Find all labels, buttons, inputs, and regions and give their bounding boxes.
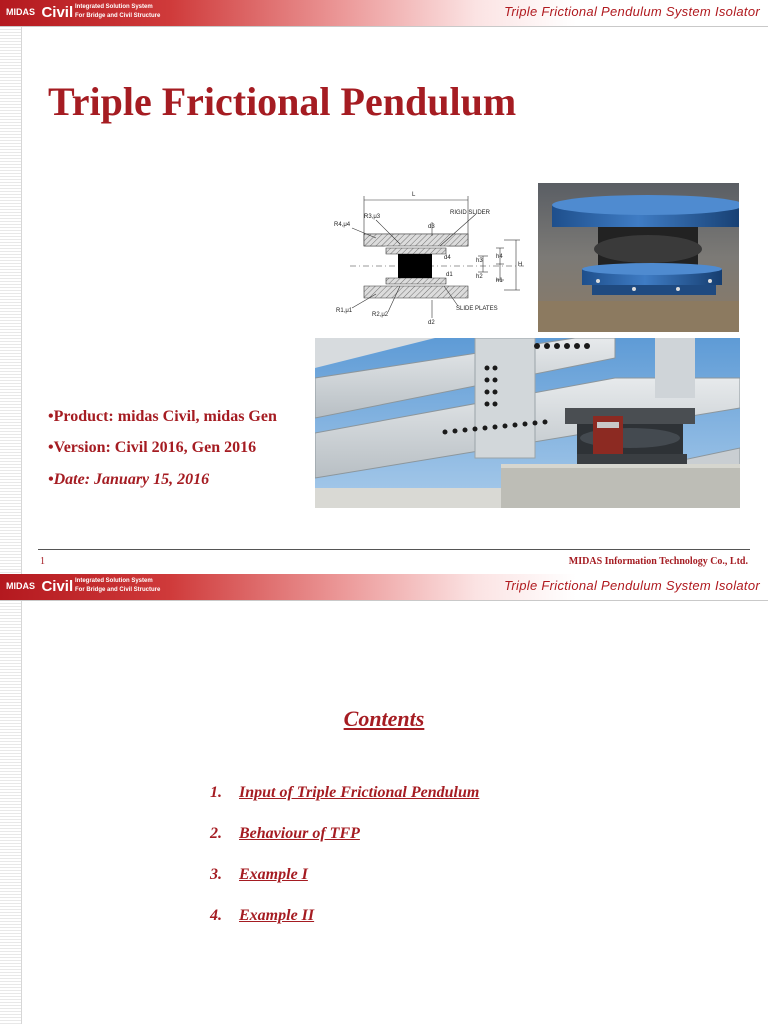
left-decorative-bar	[0, 27, 22, 574]
contents-item	[210, 825, 479, 866]
contents-title: Contents	[343, 706, 425, 731]
company-name: MIDAS Information Technology Co., Ltd.	[568, 556, 748, 567]
slide-plates-label: SLIDE PLATES	[456, 306, 498, 312]
rigid-slider-label: RIGID SLIDER	[450, 210, 491, 216]
d3-label: d3	[428, 224, 435, 230]
contents-item	[210, 784, 479, 825]
contents-item	[210, 866, 479, 907]
midas-civil-logo	[6, 578, 73, 596]
header-divider	[0, 600, 768, 601]
contents-link-example-1[interactable]: Example I	[239, 866, 308, 883]
r4-label: R4,μ4	[334, 222, 351, 228]
logo-civil-text: Civil	[41, 578, 74, 595]
midas-civil-logo	[6, 4, 73, 22]
version-line: •Version: Civil 2016, Gen 2016	[48, 439, 257, 456]
contents-link-behaviour-tfp[interactable]: Behaviour of TFP	[239, 825, 360, 842]
d1-label: d1	[446, 272, 453, 278]
tagline-line-1: Integrated Solution System	[75, 4, 153, 10]
contents-item-number: 1.	[210, 784, 222, 801]
logo-civil-text: Civil	[41, 4, 74, 21]
contents-list	[210, 784, 479, 948]
logo-midas-text: MIDAS	[6, 7, 35, 17]
h2-label: h2	[476, 274, 483, 280]
rigid-slider-core	[398, 254, 432, 278]
logo-tagline	[75, 3, 160, 21]
tagline-line-1: Integrated Solution System	[75, 578, 153, 584]
slide-title: Triple Frictional Pendulum	[48, 79, 517, 124]
h4-label: h4	[496, 254, 503, 260]
d4-label: d4	[444, 255, 451, 261]
contents-item	[210, 907, 479, 948]
h1-label: h1	[496, 278, 503, 284]
tfp-section-diagram	[328, 186, 528, 331]
page-number: 1	[40, 556, 45, 567]
H-label: H	[518, 262, 523, 268]
r2-label: R2,μ2	[372, 312, 389, 318]
isolator-photo	[538, 183, 739, 332]
dim-L-label: L	[412, 192, 416, 198]
contents-item-number: 3.	[210, 866, 222, 883]
contents-link-input-tfp[interactable]: Input of Triple Frictional Pendulum	[239, 784, 480, 801]
header-divider	[0, 26, 768, 27]
bridge-bearing-photo	[315, 338, 740, 508]
tagline-line-2: For Bridge and Civil Structure	[75, 587, 161, 593]
logo-midas-text: MIDAS	[6, 581, 35, 591]
left-decorative-bar	[0, 601, 22, 1024]
contents-item-number: 4.	[210, 907, 222, 924]
slide-header	[0, 0, 768, 26]
r1-label: R1,μ1	[336, 308, 353, 314]
r3-label: R3,μ3	[364, 214, 381, 220]
contents-item-number: 2.	[210, 825, 222, 842]
footer-divider	[38, 549, 750, 550]
contents-link-example-2[interactable]: Example II	[239, 907, 315, 924]
slide-header	[0, 574, 768, 600]
header-doc-title: Triple Frictional Pendulum System Isolator	[504, 4, 760, 19]
date-line: •Date: January 15, 2016	[48, 471, 210, 488]
tagline-line-2: For Bridge and Civil Structure	[75, 13, 161, 19]
logo-tagline	[75, 577, 160, 595]
product-line: •Product: midas Civil, midas Gen	[48, 408, 277, 425]
slide-2	[0, 574, 768, 1024]
d2-label: d2	[428, 320, 435, 326]
h3-label: h3	[476, 258, 483, 264]
header-doc-title: Triple Frictional Pendulum System Isolator	[504, 578, 760, 593]
